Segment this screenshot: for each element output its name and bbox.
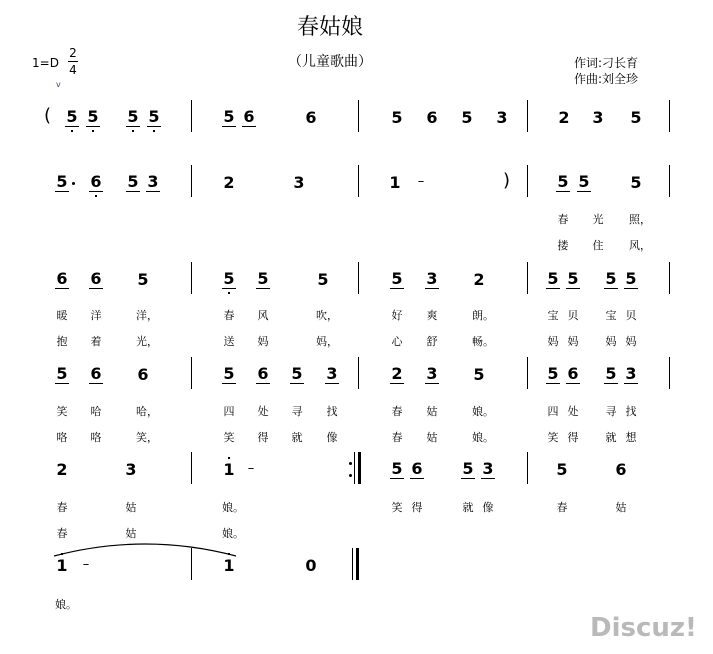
- lyric: 姑: [125, 501, 137, 514]
- barline: [191, 452, 192, 484]
- note: 3: [496, 108, 508, 127]
- lyric: 心: [391, 335, 403, 348]
- lyric: 光，: [136, 335, 158, 348]
- lyric: 春: [56, 527, 68, 540]
- lyric: 娘。: [472, 405, 494, 418]
- barline: [527, 100, 528, 132]
- note: 2: [391, 364, 403, 383]
- lyric: 洋: [90, 309, 102, 322]
- lyric: 姑: [615, 501, 627, 514]
- note: 1: [56, 556, 68, 575]
- lyric: 春: [556, 501, 568, 514]
- lyric: 春: [56, 501, 68, 514]
- lyric: 着: [90, 335, 102, 348]
- barline: [191, 100, 192, 132]
- lyric: 朗。: [472, 309, 494, 322]
- lyric: 光: [592, 213, 604, 226]
- lyric: 就: [605, 431, 617, 444]
- lyric: 风: [257, 309, 269, 322]
- note: 3: [426, 364, 438, 383]
- note: 5: [257, 269, 269, 288]
- lyric: 四: [223, 405, 235, 418]
- note: 5: [462, 459, 474, 478]
- lyric: 处: [567, 405, 579, 418]
- extension-dash: –: [82, 557, 90, 572]
- barline: [527, 165, 528, 197]
- note: 6: [411, 459, 423, 478]
- lyric: 姑: [426, 405, 438, 418]
- note: 5: [605, 269, 617, 288]
- note: 6: [257, 364, 269, 383]
- lyric: 找: [625, 405, 637, 418]
- lyric: 找: [326, 405, 338, 418]
- lyric: 娘。: [472, 431, 494, 444]
- note: 6: [615, 460, 627, 479]
- note: 5: [630, 108, 642, 127]
- final-thick: [356, 548, 359, 580]
- lyric: 搂: [557, 239, 569, 252]
- lyric: 妈: [547, 335, 559, 348]
- song-title: 春姑娘: [296, 15, 363, 40]
- lyric: 照，: [629, 213, 651, 226]
- dotted-note-dot: [72, 182, 75, 185]
- open-paren: (: [44, 105, 52, 126]
- tie-arc: [50, 536, 240, 558]
- lyric: 贝: [625, 309, 637, 322]
- note: 5: [630, 173, 642, 192]
- lyric: 春: [557, 213, 569, 226]
- note: 5: [567, 269, 579, 288]
- note: 5: [547, 269, 559, 288]
- lyric: 娘。: [222, 501, 244, 514]
- note: 5: [461, 108, 473, 127]
- note: 3: [293, 173, 305, 192]
- note: 0: [305, 556, 317, 575]
- lyric: 得: [567, 431, 579, 444]
- note: 6: [426, 108, 438, 127]
- barline: [358, 100, 359, 132]
- lyric: 娘。: [222, 527, 244, 540]
- note: 3: [426, 269, 438, 288]
- barline: [669, 100, 670, 132]
- lyric: 笑，: [136, 431, 158, 444]
- lyric: 妈: [625, 335, 637, 348]
- lyric: 妈: [567, 335, 579, 348]
- lyric: 得: [257, 431, 269, 444]
- lyric: 得: [411, 501, 423, 514]
- lyric: 像: [482, 501, 494, 514]
- lyric: 春: [391, 405, 403, 418]
- lyric: 笑: [547, 431, 559, 444]
- time-signature: [68, 46, 78, 77]
- note: 2: [56, 460, 68, 479]
- note: 2: [473, 270, 485, 289]
- note: 3: [482, 459, 494, 478]
- note: 5: [317, 270, 329, 289]
- v-mark-icon: v: [56, 80, 61, 89]
- lyric: 畅。: [472, 335, 494, 348]
- barline: [358, 357, 359, 389]
- lyric: 妈，: [316, 335, 338, 348]
- note: 6: [243, 107, 255, 126]
- note: 5: [87, 107, 99, 126]
- lyric: 哈，: [136, 405, 158, 418]
- lyric: 暖: [56, 309, 68, 322]
- lyric: 春: [391, 431, 403, 444]
- final-thin: [352, 548, 353, 580]
- lyric: 宝: [605, 309, 617, 322]
- note: 3: [147, 172, 159, 191]
- lyric: 姑: [125, 527, 137, 540]
- note: 6: [90, 364, 102, 383]
- note: 5: [148, 107, 160, 126]
- lyric: 抱: [56, 335, 68, 348]
- note: 5: [578, 172, 590, 191]
- barline: [191, 165, 192, 197]
- note: 3: [326, 364, 338, 383]
- lyric: 就: [462, 501, 474, 514]
- barline: [669, 262, 670, 294]
- note: 1: [223, 460, 235, 479]
- note: 5: [391, 269, 403, 288]
- note: 5: [127, 107, 139, 126]
- lyric: 洋，: [136, 309, 158, 322]
- lyric: 就: [291, 431, 303, 444]
- note: 6: [305, 108, 317, 127]
- lyric: 宝: [547, 309, 559, 322]
- note: 6: [567, 364, 579, 383]
- time-sig-line: [68, 61, 78, 62]
- composer: 作曲:刘全珍: [574, 72, 639, 86]
- lyric: 吹，: [316, 309, 338, 322]
- note: 5: [127, 172, 139, 191]
- lyric: 处: [257, 405, 269, 418]
- note: 3: [625, 364, 637, 383]
- note: 6: [90, 269, 102, 288]
- note: 5: [625, 269, 637, 288]
- lyric: 姑: [426, 431, 438, 444]
- barline: [358, 165, 359, 197]
- note: 5: [291, 364, 303, 383]
- note: 6: [90, 172, 102, 191]
- lyric: 贝: [567, 309, 579, 322]
- lyric: 风，: [629, 239, 651, 252]
- note: 2: [558, 108, 570, 127]
- lyric: 娘。: [55, 598, 77, 611]
- note: 5: [56, 172, 68, 191]
- repeat-bar: [358, 452, 361, 484]
- lyric: 笑: [223, 431, 235, 444]
- repeat-thin: [354, 452, 355, 484]
- lyric: 好: [391, 309, 403, 322]
- repeat-dot: [349, 462, 352, 465]
- lyric: 春: [223, 309, 235, 322]
- discuz-watermark: Discuz!: [590, 613, 697, 643]
- close-paren: ): [503, 170, 511, 191]
- song-subtitle: （儿童歌曲）: [288, 54, 372, 70]
- lyric: 想: [625, 431, 637, 444]
- time-sig-top: 2: [69, 46, 77, 60]
- barline: [527, 452, 528, 484]
- note: 5: [473, 365, 485, 384]
- note: 5: [605, 364, 617, 383]
- lyric: 妈: [605, 335, 617, 348]
- key-signature: 1=D: [32, 56, 59, 70]
- lyricist: 作词:刁长育: [574, 56, 639, 70]
- note: 5: [223, 107, 235, 126]
- lyric: 妈: [257, 335, 269, 348]
- barline: [669, 165, 670, 197]
- note: 3: [125, 460, 137, 479]
- note: 5: [66, 107, 78, 126]
- note: 5: [391, 108, 403, 127]
- lyric: 爽: [426, 309, 438, 322]
- extension-dash: –: [417, 174, 425, 189]
- note: 6: [56, 269, 68, 288]
- lyric: 四: [547, 405, 559, 418]
- lyric: 送: [223, 335, 235, 348]
- lyric: 咯: [56, 431, 68, 444]
- note: 5: [223, 364, 235, 383]
- note: 3: [592, 108, 604, 127]
- barline: [527, 262, 528, 294]
- note: 5: [137, 270, 149, 289]
- note: 5: [391, 459, 403, 478]
- lyric: 寻: [605, 405, 617, 418]
- note: 6: [137, 365, 149, 384]
- barline: [191, 357, 192, 389]
- barline: [358, 262, 359, 294]
- lyric: 像: [326, 431, 338, 444]
- lyric: 笑: [391, 501, 403, 514]
- note: 1: [389, 173, 401, 192]
- barline: [191, 262, 192, 294]
- note: 5: [556, 460, 568, 479]
- extension-dash: –: [247, 461, 255, 476]
- lyric: 笑: [56, 405, 68, 418]
- repeat-dot: [349, 474, 352, 477]
- barline: [669, 357, 670, 389]
- lyric: 咯: [90, 431, 102, 444]
- note: 1: [223, 556, 235, 575]
- lyric: 哈: [90, 405, 102, 418]
- lyric: 寻: [291, 405, 303, 418]
- note: 5: [557, 172, 569, 191]
- note: 5: [547, 364, 559, 383]
- note: 5: [56, 364, 68, 383]
- barline: [527, 357, 528, 389]
- time-sig-bottom: 4: [69, 63, 77, 77]
- note: 2: [223, 173, 235, 192]
- lyric: 舒: [426, 335, 438, 348]
- lyric: 住: [592, 239, 604, 252]
- note: 5: [223, 269, 235, 288]
